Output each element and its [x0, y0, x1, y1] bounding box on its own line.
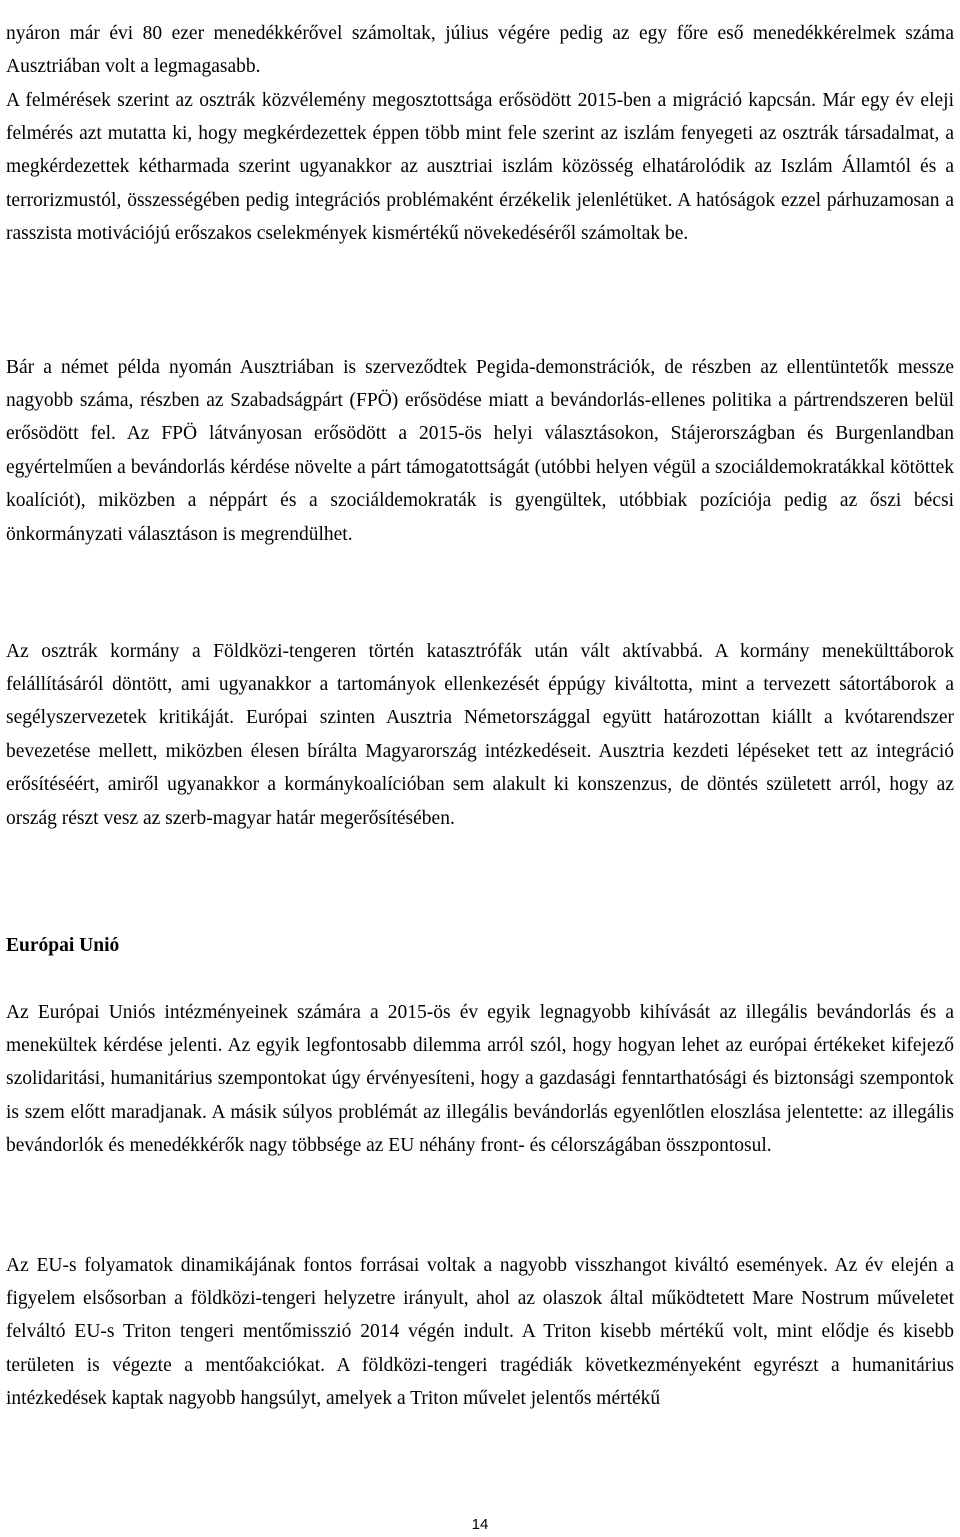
paragraph-4: Az osztrák kormány a Földközi-tengeren történ katasztrófák után vált aktívabbá. A kormány menekülttáborok felállításáról döntött, ami ugyanakkor a tartományok ellenkezését éppúgy kiváltotta, mint a tervezett sátortáborok a segélyszervezetek kritikáját. Európai szinten Ausztria Németországgal együtt határozottan kiállt a kvótarendszer bevezetése mellett, miközben élesen bírálta Magyarország intézkedéseit. Ausztria kezdeti lépéseket tett az integráció erősítéséért, amiről ugyanakkor a kormánykoalícióban sem alakult ki konszenzus, de döntés született arról, hogy az ország részt vesz az szerb-magyar határ megerősítésében. — [6, 640, 954, 829]
paragraph-5: Az Európai Uniós intézményeinek számára a 2015-ös év egyik legnagyobb kihívását az illegális bevándorlás és a menekültek kérdése jelenti. Az egyik legfontosabb dilemma arról szól, hogy hogyan lehet az európai értékeket kifejező szolidaritási, humanitárius szempontokat úgy érvényesíteni, hogy a gazdasági fenntarthatósági és biztonsági szempontok is szem előtt maradjanak. A másik súlyos problémát az illegális bevándorlás egyenlőtlen eloszlása jelentette: az illegális bevándorlók és menedékkérők nagy többsége az EU néhány front- és célországában összpontosul. — [6, 1001, 954, 1157]
paragraph-3: Bár a német példa nyomán Ausztriában is szerveződtek Pegida-demonstrációk, de részben az ellentüntetők messze nagyobb száma, részben az Szabadságpárt (FPÖ) erősödése miatt a bevándorlás-ellenes politika a pártrendszeren belül erősödött fel. Az FPÖ látványosan erősödött a 2015-ös helyi választásokon, Stájerországban és Burgenlandban egyértelműen a bevándorlás kérdése növelte a párt támogatottságát (utóbbi helyen végül a szociáldemokratákkal kötöttek koalíciót), miközben a néppárt és a szociáldemokraták is gyengültek, utóbbiak pozíciója pedig az őszi bécsi önkormányzati választáson is megrendülhet. — [6, 356, 954, 545]
paragraph-2: A felmérések szerint az osztrák közvélemény megosztottsága erősödött 2015-ben a migráció kapcsán. Már egy év eleji felmérés azt mutatta ki, hogy megkérdezettek éppen több mint fele szerint az iszlám fenyegeti az osztrák társadalmat, a megkérdezettek kétharmada szerint ugyanakkor az ausztriai iszlám közösség elhatárolódik az Iszlám Államtól és a terrorizmustól, összességében pedig integrációs problémaként érzékelik jelenlétüket. A hatóságok ezzel párhuzamosan a rasszista motivációjú erőszakos cselekmények kismértékű növekedéséről számoltak be. — [6, 89, 954, 245]
section-heading: Európai Unió — [6, 935, 120, 956]
paragraph-1: nyáron már évi 80 ezer menedékkérővel számoltak, július végére pedig az egy főre eső menedékkérelmek száma Ausztriában volt a legmagasabb. — [6, 22, 954, 77]
page-number: 14 — [471, 1516, 489, 1533]
paragraph-6: Az EU-s folyamatok dinamikájának fontos forrásai voltak a nagyobb visszhangot kiváltó események. Az év elején a figyelem elsősorban a földközi-tengeri helyzetre irányult, ahol az olaszok által működtetett Mare Nostrum műveletet felváltó EU-s Triton tengeri mentőmisszió 2014 végén indult. A Triton kisebb mértékű volt, mint elődje és kisebb területen is végezte a mentőakciókat. A földközi-tengeri tragédiák következményeként egyrészt a humanitárius intézkedések kaptak nagyobb hangsúlyt, amelyek a Triton művelet jelentős mértékű — [6, 1254, 954, 1410]
